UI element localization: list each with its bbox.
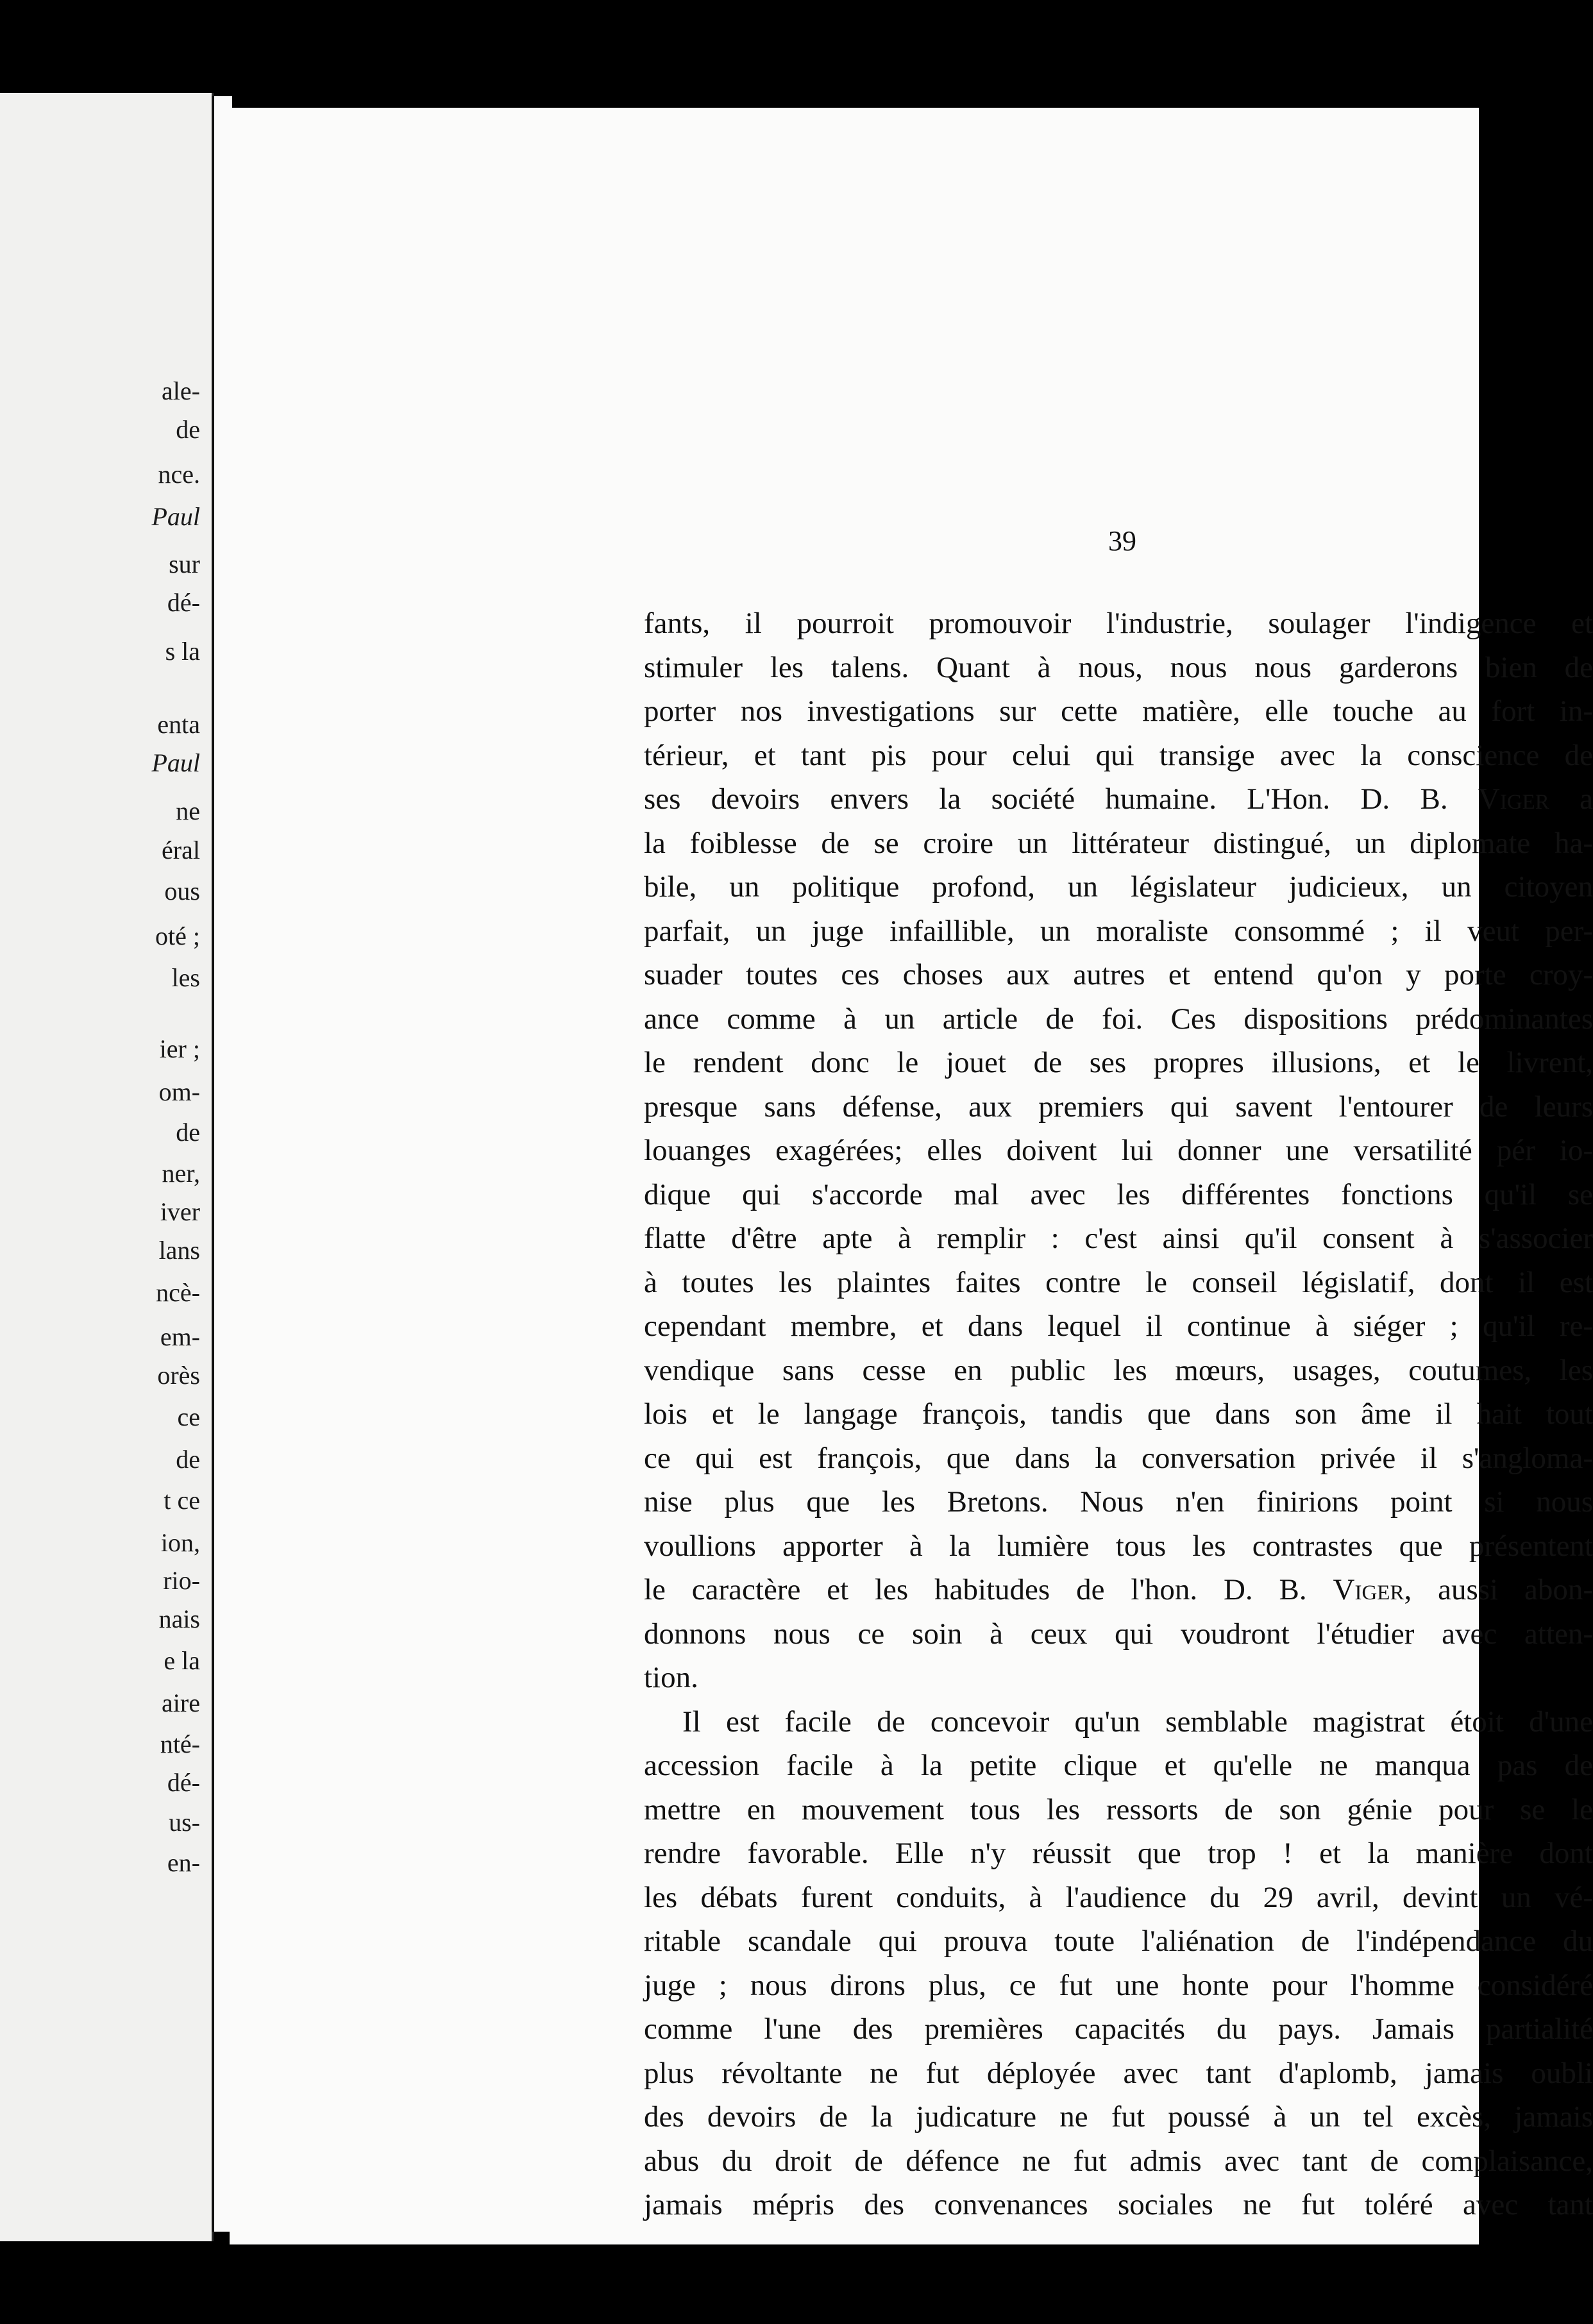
text-line: abus du droit de défence ne fut admis avec tant de complaisance, (644, 2144, 1593, 2178)
page-number: 39 (1108, 525, 1136, 557)
text-line: presque sans défense, aux premiers qui savent l'entourer de leurs (644, 1090, 1593, 1124)
facing-page-word: s la (165, 637, 200, 666)
facing-page-word: em- (160, 1322, 200, 1351)
facing-page-word: e la (164, 1646, 200, 1675)
facing-page-word: ne (176, 796, 200, 825)
small-caps-name: Viger (1478, 782, 1549, 816)
facing-page-word: lans (158, 1236, 200, 1265)
facing-page-word: enta (157, 710, 200, 739)
facing-page-word: en- (167, 1848, 200, 1877)
facing-page-word: t ce (164, 1486, 200, 1515)
facing-page-word: nce. (158, 460, 200, 489)
text-line: ses devoirs envers la société humaine. L'Hon. D. B. Viger a (644, 782, 1593, 816)
text-line: les débats furent conduits, à l'audience du 29 avril, devint un vé- (644, 1880, 1593, 1914)
text-line: plus révoltante ne fut déployée avec tant d'aplomb, jamais oubli (644, 2056, 1593, 2090)
text-line: ritable scandale qui prouva toute l'aliénation de l'indépendance du (644, 1924, 1593, 1958)
facing-page-word: ion, (160, 1528, 200, 1557)
text-line: stimuler les talens. Quant à nous, nous nous garderons bien de (644, 650, 1593, 684)
text-line: la foiblesse de se croire un littérateur distingué, un diplomate ha- (644, 826, 1593, 860)
text-line: dique qui s'accorde mal avec les différentes fonctions qu'il se (644, 1177, 1593, 1211)
text-line: jamais mépris des convenances sociales ne fut toléré avec tant (644, 2188, 1593, 2221)
facing-page-word: orès (157, 1361, 200, 1390)
text-line: flatte d'être apte à remplir : c'est ainsi qu'il consent à s'associer (644, 1222, 1593, 1255)
facing-page-word: aire (162, 1688, 200, 1717)
facing-page-word: nais (158, 1604, 200, 1633)
text-line: cependant membre, et dans lequel il continue à siéger ; qu'il re- (644, 1309, 1593, 1343)
facing-page-word: ale- (162, 376, 200, 405)
text-line: comme l'une des premières capacités du pays. Jamais partialité (644, 2012, 1593, 2046)
facing-page-word: Paul (151, 502, 200, 531)
facing-page-word: dé- (167, 588, 200, 617)
facing-page-word: iver (160, 1197, 200, 1226)
facing-page-word: ous (164, 877, 200, 905)
facing-page-word: nté- (160, 1730, 200, 1758)
facing-page-word: ce (177, 1402, 200, 1431)
text-line: nise plus que les Bretons. Nous n'en finirions point si nous (644, 1485, 1593, 1519)
text-line: ance comme à un article de foi. Ces dispositions prédominantes (644, 1002, 1593, 1036)
text-line: Il est facile de concevoir qu'un semblable magistrat étoit d'une (682, 1705, 1593, 1739)
text-line: parfait, un juge infaillible, un moraliste consommé ; il veut per- (644, 914, 1593, 948)
text-line: louanges exagérées; elles doivent lui donner une versatilité pér io- (644, 1134, 1593, 1167)
facing-page-word: rio- (163, 1566, 200, 1595)
text-line: tion. (644, 1661, 698, 1694)
text-line: porter nos investigations sur cette matière, elle touche au fort in- (644, 695, 1593, 728)
text-line: rendre favorable. Elle n'y réussit que trop ! et la manière dont (644, 1837, 1593, 1870)
text-line: des devoirs de la judicature ne fut poussé à un tel excès, jamais (644, 2100, 1593, 2134)
small-caps-name: Viger (1333, 1573, 1404, 1606)
text-line: voullions apporter à la lumière tous les contrastes que présentent (644, 1529, 1593, 1563)
text-line: le caractère et les habitudes de l'hon. D. B. Viger, aussi abon- (644, 1573, 1593, 1606)
book-page (230, 108, 1593, 2244)
text-line: bile, un politique profond, un législateur judicieux, un citoyen (644, 870, 1593, 904)
facing-page-word: de (176, 1445, 200, 1474)
text-line: à toutes les plaintes faites contre le conseil législatif, dont il est (644, 1265, 1593, 1299)
facing-page (0, 93, 214, 2241)
text-line: donnons nous ce soin à ceux qui voudront l'étudier avec atten- (644, 1617, 1593, 1651)
facing-page-word: de (176, 415, 200, 444)
text-line: mettre en mouvement tous les ressorts de son génie pour se le (644, 1792, 1593, 1826)
facing-page-word: éral (162, 836, 200, 864)
text-line: le rendent donc le jouet de ses propres illusions, et le livrent, (644, 1046, 1593, 1079)
text-line: suader toutes ces choses aux autres et entend qu'on y porte croy- (644, 958, 1593, 991)
facing-page-word: oté ; (155, 922, 200, 950)
facing-page-word: dé- (167, 1768, 200, 1797)
facing-page-word: ier ; (159, 1034, 200, 1063)
facing-page-word: ncè- (156, 1278, 200, 1307)
facing-page-word: les (171, 963, 200, 992)
text-line: térieur, et tant pis pour celui qui transige avec la conscience de (644, 738, 1593, 772)
facing-page-word: Paul (151, 748, 200, 777)
facing-page-word: de (176, 1118, 200, 1147)
facing-page-word: us- (169, 1808, 200, 1837)
facing-page-word: sur (169, 550, 200, 578)
facing-page-word: ner, (162, 1159, 200, 1188)
text-line: juge ; nous dirons plus, ce fut une honte pour l'homme considéré (644, 1968, 1593, 2002)
facing-page-word: om- (158, 1077, 200, 1106)
text-line: vendique sans cesse en public les mœurs, usages, coutumes, les (644, 1353, 1593, 1387)
text-line: accession facile à la petite clique et qu'elle ne manqua pas de (644, 1749, 1593, 1782)
text-line: ce qui est françois, que dans la conversation privée il s'angloma- (644, 1441, 1593, 1475)
text-line: lois et le langage françois, tandis que dans son âme il hait tout (644, 1397, 1593, 1431)
text-line: fants, il pourroit promouvoir l'industrie, soulager l'indigence et (644, 607, 1593, 640)
